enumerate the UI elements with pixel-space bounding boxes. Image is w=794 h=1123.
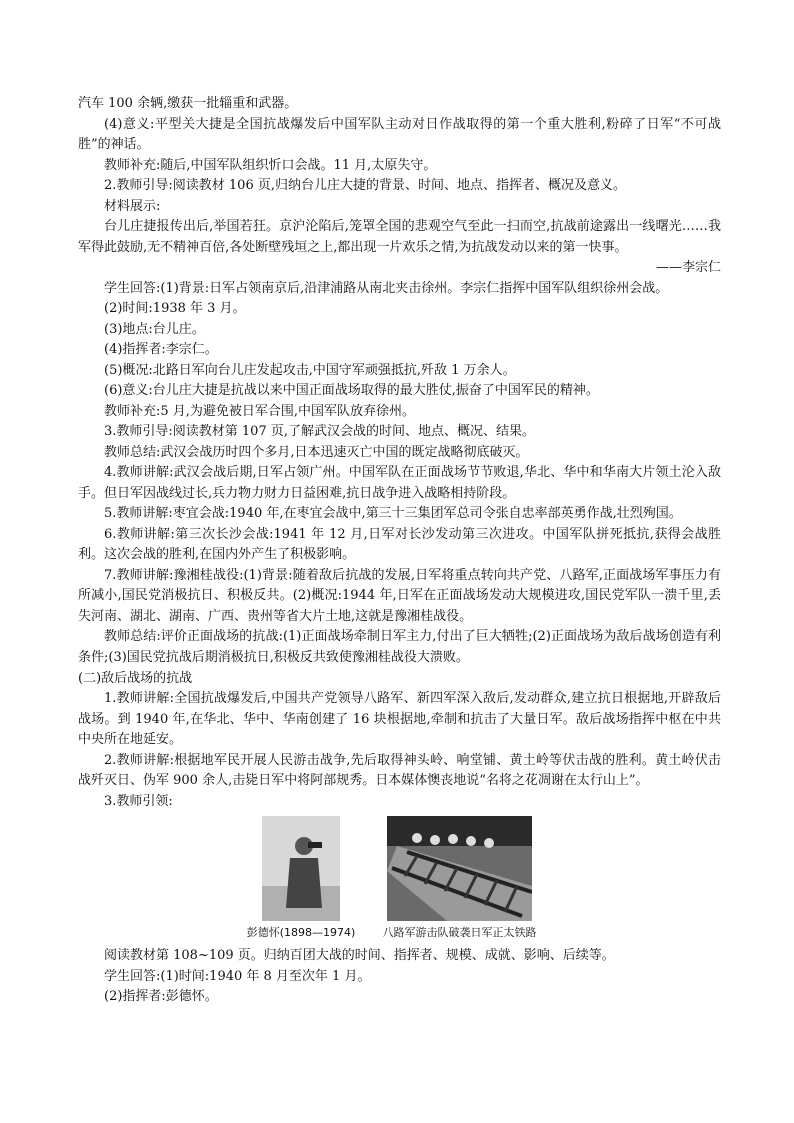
section-heading: (二)敌后战场的抗战: [78, 671, 193, 686]
quote-source: ——李宗仁: [655, 260, 721, 275]
railway-photo-icon: [387, 816, 532, 921]
paragraph: 汽车 100 余辆,缴获一批辎重和武器。: [78, 96, 298, 111]
portrait-photo: [262, 816, 340, 921]
paragraph: 1.教师讲解:全国抗战爆发后,中国共产党领导八路军、新四军深入敌后,发动群众,建立抗日根据地,开辟敌后战场。到 1940 年,在华北、华中、华南创建了 16 块根据地,牵制和抗击了大量日军。敌后战场指挥中枢在中共中央所在地延安。: [78, 691, 721, 747]
paragraph: 学生回答:(1)背景:日军占领南京后,沿津浦路从南北夹击徐州。李宗仁指挥中国军队组织徐州会战。: [104, 280, 669, 296]
paragraph: 2.教师引导:阅读教材 106 页,归纳台儿庄大捷的背景、时间、地点、指挥者、概况及意义。: [104, 178, 626, 193]
paragraph: 2.教师讲解:根据地军民开展人民游击战争,先后取得神头岭、响堂铺、黄土岭等伏击战的胜利。黄土岭伏击战歼灭日、伪军 900 余人,击毙日军中将阿部规秀。日本媒体懊丧地说“名将之花凋谢在太行山上”。: [78, 752, 721, 788]
paragraph: 阅读教材第 108~109 页。归纳百团大战的时间、指挥者、规模、成就、影响、后续等。: [104, 948, 615, 963]
paragraph: 教师总结:武汉会战历时四个多月,日本迅速灭亡中国的既定战略彻底破灭。: [104, 444, 529, 460]
paragraph: 教师总结:评价正面战场的抗战:(1)正面战场牵制日军主力,付出了巨大牺牲;(2)正面战场为敌后战场创造有利条件;(3)国民党抗战后期消极抗日,积极反共致使豫湘桂战役大溃败。: [78, 629, 721, 665]
paragraph: 教师补充:5 月,为避免被日军合围,中国军队放弃徐州。: [104, 403, 416, 419]
railway-photo: [387, 816, 532, 921]
paragraph: (2)指挥者:彭德怀。: [104, 989, 218, 1004]
portrait-photo-icon: [262, 816, 340, 921]
paragraph: 学生回答:(1)时间:1940 年 8 月至次年 1 月。: [104, 968, 371, 984]
figure-left: [246, 816, 368, 940]
figures-row: [78, 816, 721, 946]
figure-right: [382, 816, 547, 940]
paragraph: 教师补充:随后,中国军队组织忻口会战。11 月,太原失守。: [104, 157, 437, 173]
paragraph: (4)指挥者:李宗仁。: [104, 342, 218, 357]
paragraph: 材料展示:: [104, 198, 161, 214]
paragraph: 4.教师讲解:武汉会战后期,日军占领广州。中国军队在正面战场节节败退,华北、华中和华南大片领土沦入敌手。但日军因战线过长,兵力物力财力日益困难,抗日战争进入战略相持阶段。: [78, 465, 721, 501]
paragraph: (6)意义:台儿庄大捷是抗战以来中国正面战场取得的最大胜仗,振奋了中国军民的精神。: [104, 383, 599, 398]
paragraph: 3.教师引领:: [104, 793, 173, 809]
paragraph: 7.教师讲解:豫湘桂战役:(1)背景:随着敌后抗战的发展,日军将重点转向共产党、八路军,正面战场军事压力有所减小,国民党消极抗日、积极反共。(2)概况:1944 年,日军在正面战场发动大规模进攻,国民党军队一溃千里,丢失河南、湖北、湖南、广西、贵州等省大片土地,这就是豫湘桂战役。: [78, 567, 721, 624]
document-page: [78, 94, 721, 1008]
quote-text: 台儿庄捷报传出后,举国若狂。京沪沦陷后,笼罩全国的悲观空气至此一扫而空,抗战前途露出一线曙光……我军得此鼓励,无不精神百倍,各处断壁残垣之上,都出现一片欢乐之情,为抗战发动以来的第一快事。: [78, 219, 721, 255]
paragraph: (4)意义:平型关大捷是全国抗战爆发后中国军队主动对日作战取得的第一个重大胜利,粉碎了日军“不可战胜”的神话。: [78, 116, 721, 152]
paragraph: 3.教师引导:阅读教材第 107 页,了解武汉会战的时间、地点、概况、结果。: [104, 424, 535, 439]
figure-right-caption: 八路军游击队破袭日军正太铁路: [382, 926, 537, 939]
paragraph: (5)概况:北路日军向台儿庄发起攻击,中国守军顽强抵抗,歼敌 1 万余人。: [104, 362, 516, 378]
paragraph: 6.教师讲解:第三次长沙会战:1941 年 12 月,日军对长沙发动第三次进攻。中国军队拼死抵抗,获得会战胜利。这次会战的胜利,在国内外产生了积极影响。: [78, 526, 721, 562]
figure-left-caption: 彭德怀(1898—1974): [246, 926, 356, 939]
paragraph: (3)地点:台儿庄。: [104, 321, 205, 337]
paragraph: 5.教师讲解:枣宜会战:1940 年,在枣宜会战中,第三十三集团军总司令张自忠率部英勇作战,壮烈殉国。: [104, 506, 682, 521]
paragraph: (2)时间:1938 年 3 月。: [104, 301, 246, 316]
